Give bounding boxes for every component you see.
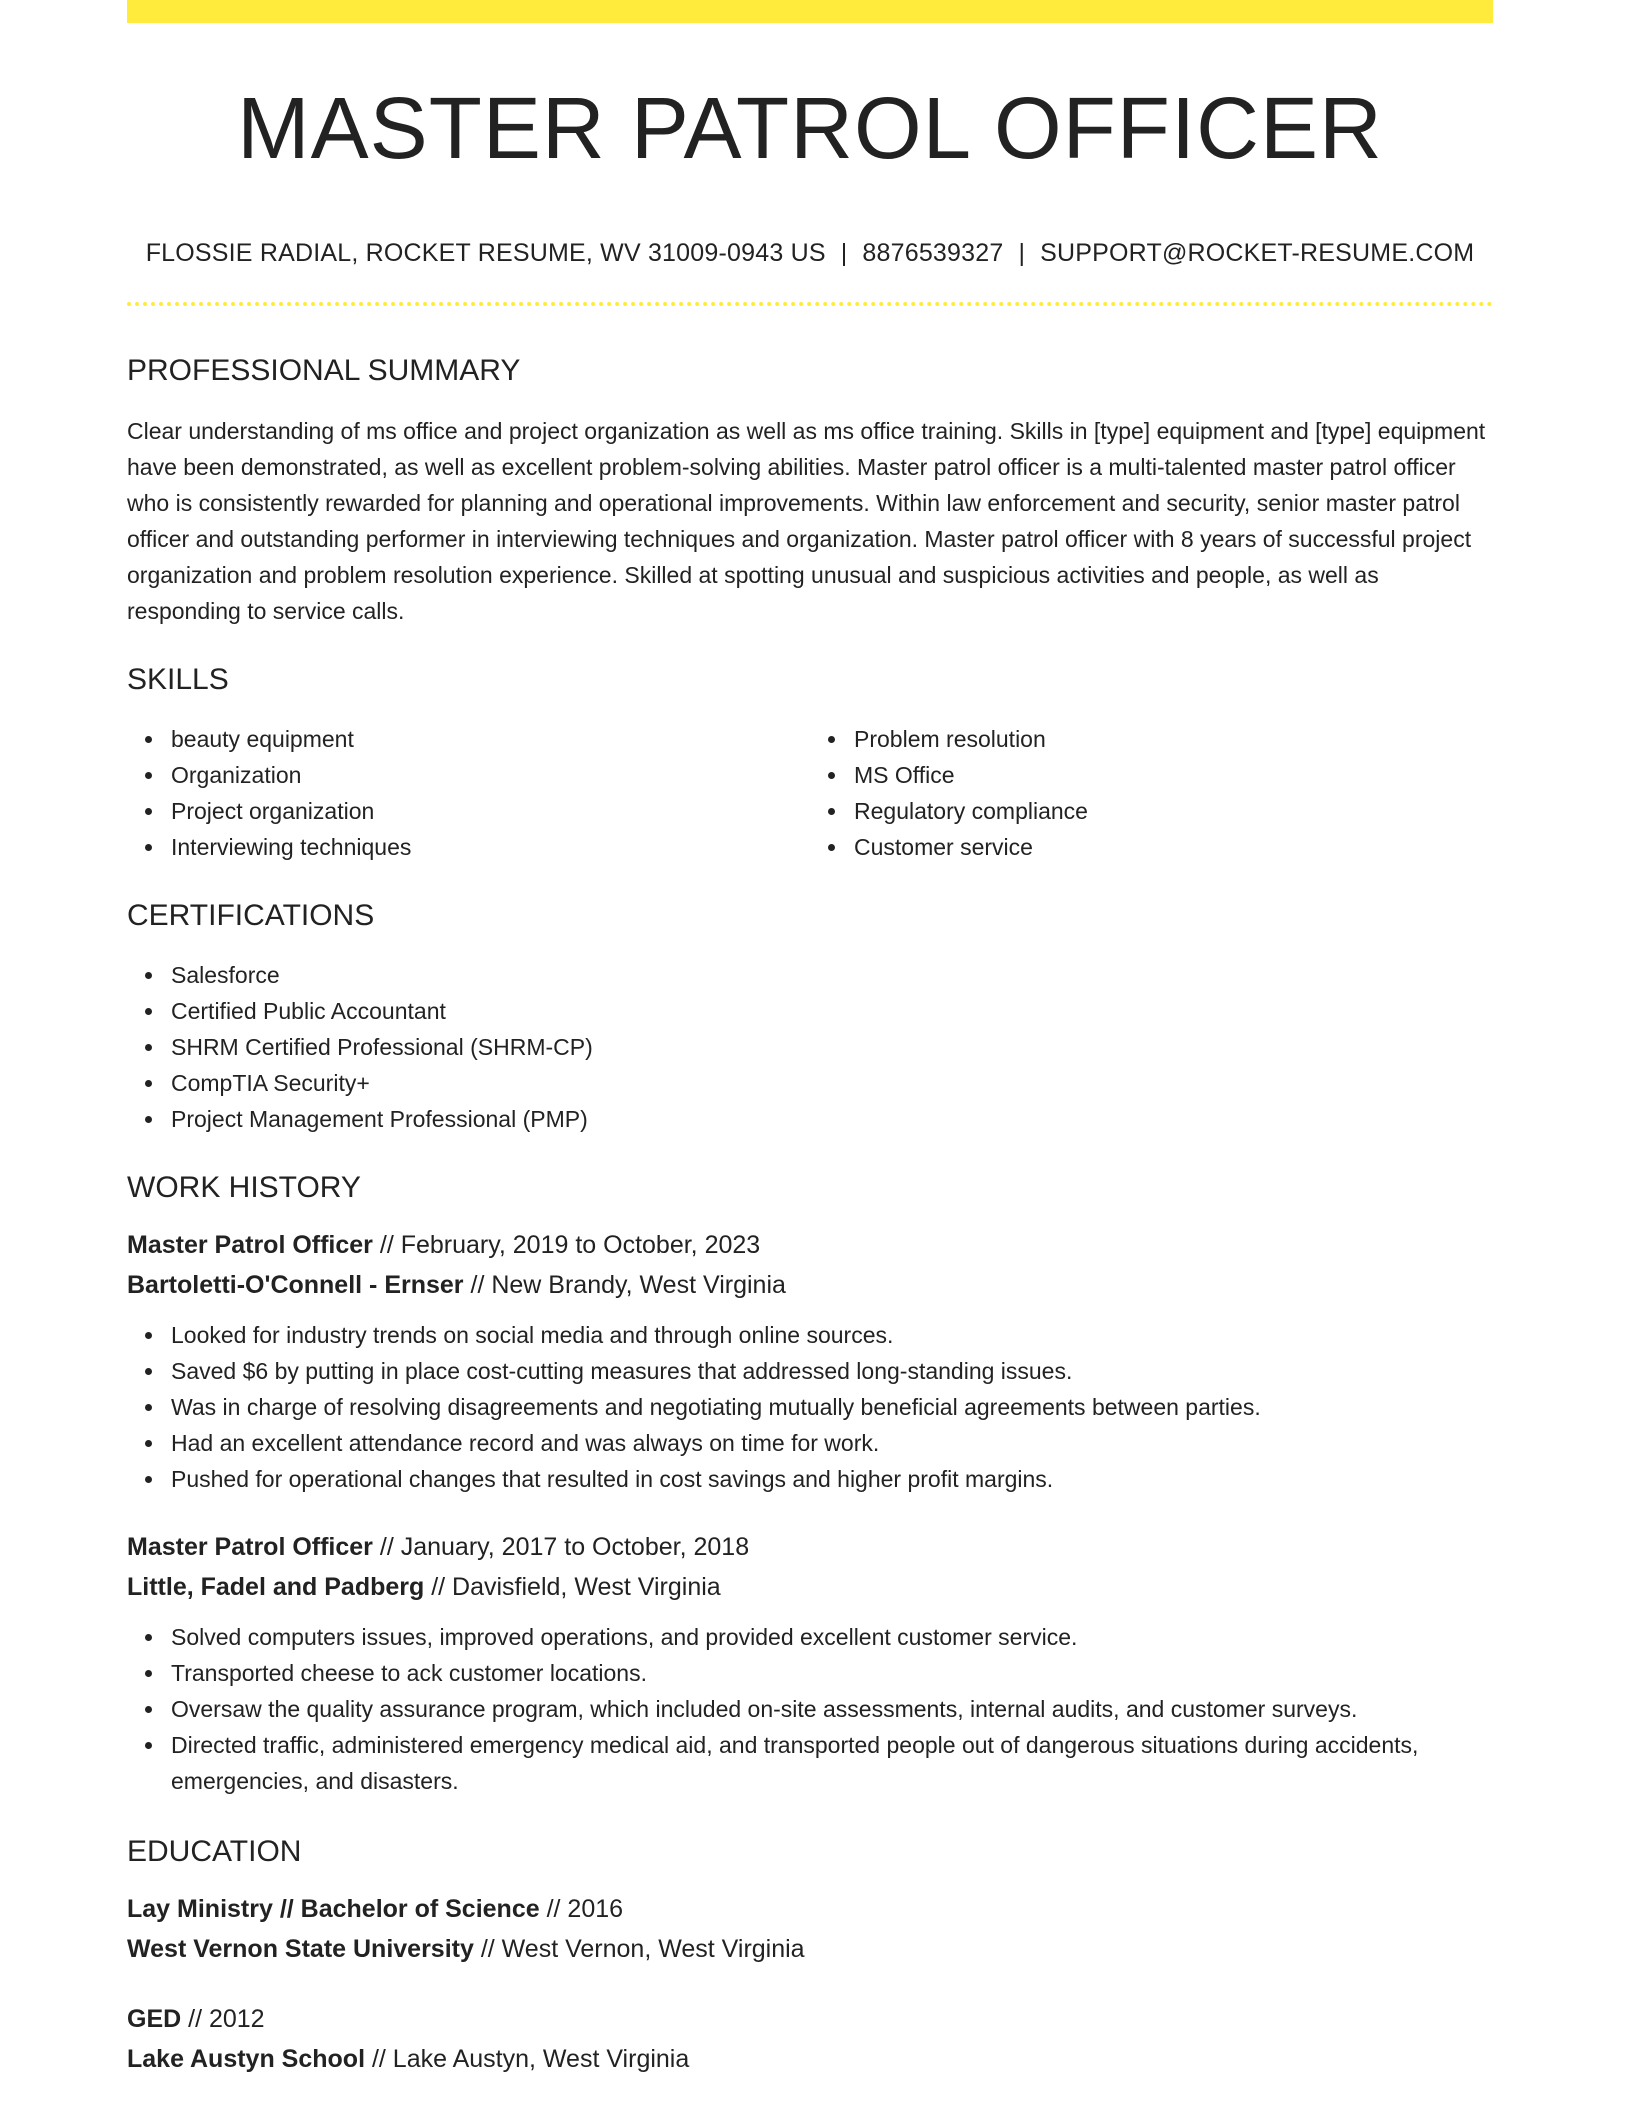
education-year: // 2016 [539,1894,624,1923]
certification-item: Salesforce [171,957,1493,993]
job-location: // Davisfield, West Virginia [424,1572,721,1601]
job-bullet: Oversaw the quality assurance program, which included on-site assessments, internal audits, and customer surveys. [171,1691,1493,1727]
education-degree: GED [127,2004,182,2033]
certification-item: CompTIA Security+ [171,1065,1493,1101]
dotted-divider [127,302,1493,306]
certification-item: Certified Public Accountant [171,993,1493,1029]
contact-line [127,239,1493,268]
education-entry [127,1999,1493,2079]
skill-item: MS Office [854,757,1493,793]
job-bullet: Looked for industry trends on social media and through online sources. [171,1317,1493,1353]
job-bullets [127,1619,1493,1799]
job-company-line [127,1567,1493,1607]
contact-email: SUPPORT@ROCKET-RESUME.COM [1040,238,1475,267]
contact-phone: 8876539327 [862,238,1004,267]
contact-address: FLOSSIE RADIAL, ROCKET RESUME, WV 31009-0943 US [145,238,826,267]
skill-item: Customer service [854,829,1493,865]
job-bullet: Pushed for operational changes that resulted in cost savings and higher profit margins. [171,1461,1493,1497]
job-entry [127,1225,1493,1497]
certification-item: SHRM Certified Professional (SHRM-CP) [171,1029,1493,1065]
job-dates: // January, 2017 to October, 2018 [372,1532,750,1561]
job-title-line [127,1527,1493,1567]
work-history-heading: WORK HISTORY [127,1170,361,1204]
education-school-line [127,1929,1493,1969]
certification-item: Project Management Professional (PMP) [171,1101,1493,1137]
job-entry [127,1527,1493,1799]
job-title: Master Patrol Officer [127,1230,373,1259]
skill-item: beauty equipment [171,721,810,757]
education-degree-line [127,1999,1493,2039]
job-bullet: Directed traffic, administered emergency medical aid, and transported people out of dangerous situations during accidents, emergencies, and disasters. [171,1727,1493,1799]
resume-title: MASTER PATROL OFFICER [237,80,1383,177]
summary-heading: PROFESSIONAL SUMMARY [127,353,521,387]
skill-item: Project organization [171,793,810,829]
education-location: // Lake Austyn, West Virginia [365,2044,690,2073]
job-location: // New Brandy, West Virginia [463,1270,786,1299]
skills-column-left [127,721,810,865]
accent-bar [127,0,1493,23]
job-title: Master Patrol Officer [127,1532,373,1561]
job-bullet: Saved $6 by putting in place cost-cutting measures that addressed long-standing issues. [171,1353,1493,1389]
education-school: Lake Austyn School [127,2044,366,2073]
skill-item: Regulatory compliance [854,793,1493,829]
job-bullet: Had an excellent attendance record and was always on time for work. [171,1425,1493,1461]
education-school-line [127,2039,1493,2079]
summary-text: Clear understanding of ms office and project organization as well as ms office training. Skills in [type] equipment and [type] equipment have been demonstrated, as well as excellent problem-solving abilities. Master patrol officer is a multi-talented master patrol officer who is consistently rewarded for planning and operational improvements. Within law enforcement and security, senior master patrol officer and outstanding performer in interviewing techniques and organization. Master patrol officer with 8 years of successful project organization and problem resolution experience. Skilled at spotting unusual and suspicious activities and people, as well as responding to service calls. [127,417,1486,624]
certifications-list [127,957,1493,1137]
education-degree-line [127,1889,1493,1929]
education-entry [127,1889,1493,1969]
education-year: // 2012 [181,2004,265,2033]
education-degree: Lay Ministry // Bachelor of Science [127,1894,540,1923]
certifications-heading: CERTIFICATIONS [127,898,375,932]
contact-separator: | [1018,238,1026,267]
resume-page [127,0,1493,2079]
skill-item: Interviewing techniques [171,829,810,865]
job-bullet: Was in charge of resolving disagreements and negotiating mutually beneficial agreements between parties. [171,1389,1493,1425]
job-bullet: Solved computers issues, improved operations, and provided excellent customer service. [171,1619,1493,1655]
education-school: West Vernon State University [127,1934,474,1963]
job-dates: // February, 2019 to October, 2023 [372,1230,761,1259]
job-company-line [127,1265,1493,1305]
education-location: // West Vernon, West Virginia [473,1934,805,1963]
skill-item: Problem resolution [854,721,1493,757]
job-bullets [127,1317,1493,1497]
job-title-line [127,1225,1493,1265]
skills-heading: SKILLS [127,662,229,696]
job-company: Little, Fadel and Padberg [127,1572,425,1601]
skills-list [127,721,1493,865]
contact-separator: | [840,238,848,267]
education-heading: EDUCATION [127,1834,302,1868]
skills-column-right [810,721,1493,865]
job-bullet: Transported cheese to ack customer locations. [171,1655,1493,1691]
job-company: Bartoletti-O'Connell - Ernser [127,1270,464,1299]
skill-item: Organization [171,757,810,793]
